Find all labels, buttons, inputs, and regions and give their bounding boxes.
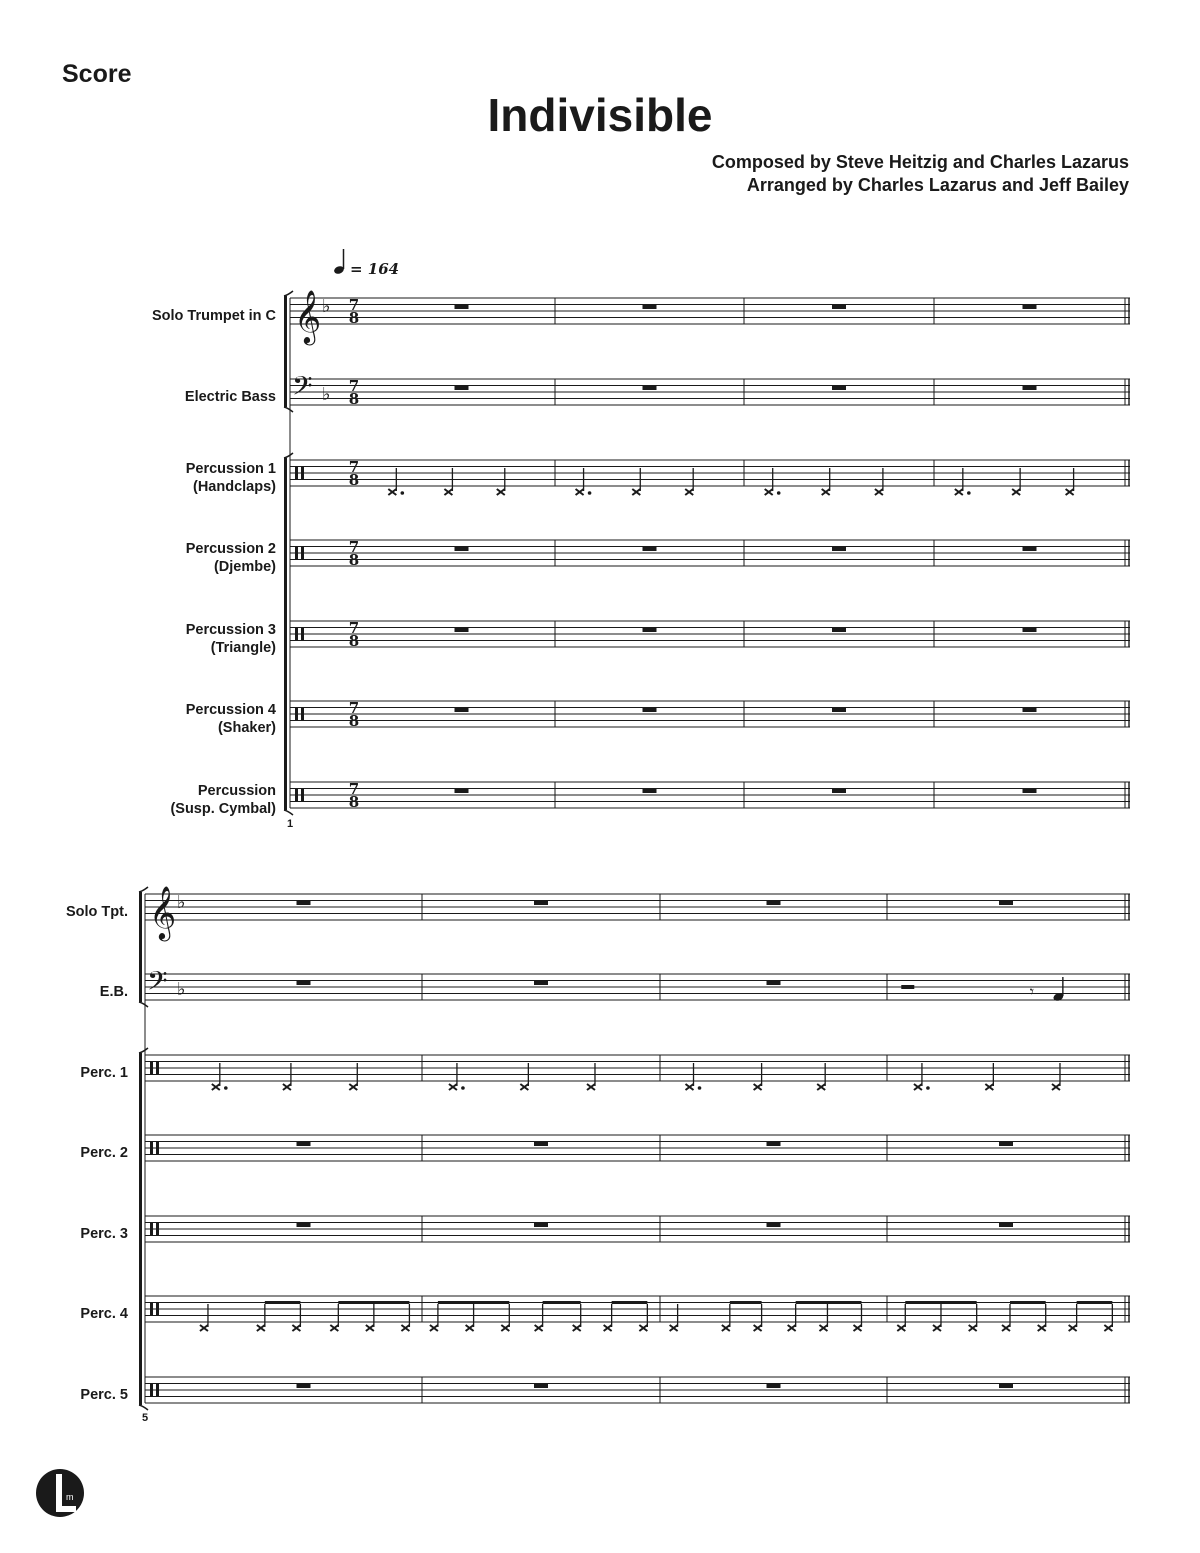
flat-icon: ♭ [177,979,186,1000]
whole-rest-icon [534,1142,548,1146]
whole-rest-icon [999,901,1013,905]
bass-clef-icon: 𝄢 [147,965,168,1003]
time-signature [349,377,359,408]
tempo-text: = 164 [350,260,400,278]
whole-rest-icon [767,1142,781,1146]
whole-rest-icon [832,305,846,309]
x-notehead-icon [686,1063,702,1090]
staff-treble [290,289,1130,345]
staff-bass [145,965,1130,1003]
time-signature [349,296,359,327]
piece-title: Indivisible [487,89,713,141]
x-notehead-icon [754,1304,762,1331]
x-notehead-icon [573,1304,581,1331]
x-notehead-icon [366,1304,374,1331]
svg-text:7: 7 [348,619,360,637]
whole-rest-icon [643,305,657,309]
percussion-clef-icon [150,1384,153,1396]
x-notehead-icon [1069,1304,1077,1331]
x-notehead-icon [212,1063,228,1090]
svg-text:7: 7 [348,538,360,556]
x-notehead-icon [388,468,404,495]
whole-rest-icon [297,1384,311,1388]
x-notehead-icon [632,468,640,495]
percussion-clef-icon [150,1303,153,1315]
x-notehead-icon [955,468,971,495]
instrument-name: Perc. 4 [80,1306,128,1322]
bass-clef-icon: 𝄢 [292,370,313,408]
staff-bass [290,370,1130,408]
lm-logo-icon [36,1469,84,1517]
whole-rest-icon [455,305,469,309]
svg-text:m: m [66,1492,74,1502]
instrument-name: Percussion 4 (Shaker) [185,702,276,736]
whole-rest-icon [767,1384,781,1388]
whole-rest-icon [767,981,781,985]
whole-rest-icon [643,386,657,390]
staff-percussion [145,1377,1130,1403]
x-notehead-icon [853,1304,861,1331]
whole-rest-icon [643,628,657,632]
x-notehead-icon [1052,1063,1060,1090]
svg-text:8: 8 [348,712,360,730]
whole-rest-icon [1023,386,1037,390]
x-notehead-icon [1104,1304,1112,1331]
x-notehead-icon [349,1063,357,1090]
time-signature [349,780,359,811]
whole-rest-icon [643,547,657,551]
x-notehead-icon [897,1304,905,1331]
x-notehead-icon [933,1304,941,1331]
score-label: Score [62,60,132,88]
svg-text:8: 8 [348,551,360,569]
system-2 [139,885,1130,1410]
whole-rest-icon [455,708,469,712]
instrument-name: Perc. 5 [80,1387,128,1403]
whole-rest-icon [455,547,469,551]
svg-text:8: 8 [348,309,360,327]
whole-rest-icon [1023,789,1037,793]
system-bracket [139,1053,142,1405]
system-bracket [284,296,287,407]
whole-rest-icon [999,1142,1013,1146]
staff-percussion [290,780,1130,811]
whole-rest-icon [297,1223,311,1227]
staff-percussion [145,1055,1130,1090]
eighth-rest-icon: 𝄾 [1029,982,1035,1001]
measure-number: 1 [287,818,294,830]
treble-clef-icon: 𝄞 [294,289,322,343]
instrument-name: Percussion 3 (Triangle) [185,622,276,656]
x-notehead-icon [292,1304,300,1331]
whole-rest-icon [832,708,846,712]
whole-rest-icon [297,981,311,985]
x-notehead-icon [257,1304,265,1331]
whole-rest-icon [455,789,469,793]
whole-rest-icon [534,1384,548,1388]
x-notehead-icon [200,1304,208,1331]
x-notehead-icon [765,468,781,495]
whole-rest-icon [767,1223,781,1227]
percussion-clef-icon [150,1223,153,1235]
x-notehead-icon [401,1304,409,1331]
whole-rest-icon [832,386,846,390]
svg-text:8: 8 [348,632,360,650]
x-notehead-icon [1012,468,1020,495]
whole-rest-icon [1023,708,1037,712]
instrument-name: Solo Tpt. [65,904,128,920]
percussion-clef-icon [150,1062,153,1074]
instrument-name: Solo Trumpet in C [151,308,276,324]
x-notehead-icon [501,1304,509,1331]
x-notehead-icon [1002,1304,1010,1331]
composer-credit: Composed by Steve Heitzig and Charles Lazarus [711,152,1129,172]
percussion-clef-icon [295,628,298,640]
whole-rest-icon [643,789,657,793]
half-rest-icon [901,985,914,989]
staff-percussion [145,1296,1130,1331]
x-notehead-icon [330,1304,338,1331]
x-notehead-icon [430,1304,438,1331]
whole-rest-icon [455,386,469,390]
flat-icon: ♭ [322,296,331,317]
x-notehead-icon [985,1063,993,1090]
x-notehead-icon [914,1063,930,1090]
whole-rest-icon [643,708,657,712]
x-notehead-icon [535,1304,543,1331]
staff-percussion [145,1216,1130,1242]
whole-rest-icon [832,628,846,632]
staff-percussion [145,1135,1130,1161]
tempo-marking [333,249,399,278]
x-notehead-icon [788,1304,796,1331]
x-notehead-icon [1038,1304,1046,1331]
percussion-clef-icon [150,1142,153,1154]
svg-text:7: 7 [348,780,360,798]
measure-number: 5 [142,1412,149,1424]
svg-text:8: 8 [348,471,360,489]
instrument-name: Perc. 1 [80,1065,128,1081]
x-notehead-icon [822,468,830,495]
percussion-clef-icon [295,467,298,479]
time-signature [349,699,359,730]
staff-percussion [290,619,1130,650]
x-notehead-icon [466,1304,474,1331]
whole-rest-icon [297,1142,311,1146]
staff-percussion [290,538,1130,569]
percussion-clef-icon [295,708,298,720]
system-1 [284,289,1130,815]
instrument-name: Perc. 3 [80,1226,128,1242]
whole-rest-icon [832,547,846,551]
time-signature [349,538,359,569]
svg-text:8: 8 [348,390,360,408]
flat-icon: ♭ [177,892,186,913]
x-notehead-icon [639,1304,647,1331]
x-notehead-icon [875,468,883,495]
x-notehead-icon [670,1304,678,1331]
instrument-name: Percussion (Susp. Cymbal) [170,783,276,817]
svg-text:7: 7 [348,699,360,717]
treble-clef-icon: 𝄞 [149,885,177,939]
x-notehead-icon [520,1063,528,1090]
flat-icon: ♭ [322,384,331,405]
time-signature [349,619,359,650]
svg-text:8: 8 [348,793,360,811]
system-bracket [139,892,142,1002]
staff-treble [145,885,1130,941]
staff-percussion [290,458,1130,495]
svg-text:7: 7 [348,296,360,314]
whole-rest-icon [1023,628,1037,632]
x-notehead-icon [497,468,505,495]
whole-rest-icon [297,901,311,905]
x-notehead-icon [444,468,452,495]
x-notehead-icon [449,1063,465,1090]
time-signature [349,458,359,489]
whole-rest-icon [534,901,548,905]
svg-text:7: 7 [348,377,360,395]
x-notehead-icon [283,1063,291,1090]
whole-rest-icon [534,981,548,985]
x-notehead-icon [819,1304,827,1331]
instrument-name: E.B. [99,984,128,1000]
x-notehead-icon [587,1063,595,1090]
percussion-clef-icon [295,789,298,801]
staff-percussion [290,699,1130,730]
instrument-name: Electric Bass [184,389,276,405]
whole-rest-icon [534,1223,548,1227]
percussion-clef-icon [295,547,298,559]
x-notehead-icon [722,1304,730,1331]
x-notehead-icon [604,1304,612,1331]
system-bracket [284,458,287,810]
x-notehead-icon [576,468,592,495]
whole-rest-icon [1023,547,1037,551]
instrument-name: Perc. 2 [80,1145,128,1161]
x-notehead-icon [754,1063,762,1090]
x-notehead-icon [817,1063,825,1090]
x-notehead-icon [969,1304,977,1331]
whole-rest-icon [1023,305,1037,309]
whole-rest-icon [999,1384,1013,1388]
whole-rest-icon [832,789,846,793]
whole-rest-icon [767,901,781,905]
x-notehead-icon [685,468,693,495]
instrument-name: Percussion 2 (Djembe) [185,541,276,575]
whole-rest-icon [999,1223,1013,1227]
whole-rest-icon [455,628,469,632]
svg-text:7: 7 [348,458,360,476]
x-notehead-icon [1066,468,1074,495]
instrument-name: Percussion 1 (Handclaps) [185,461,276,495]
arranger-credit: Arranged by Charles Lazarus and Jeff Bailey [746,175,1129,195]
